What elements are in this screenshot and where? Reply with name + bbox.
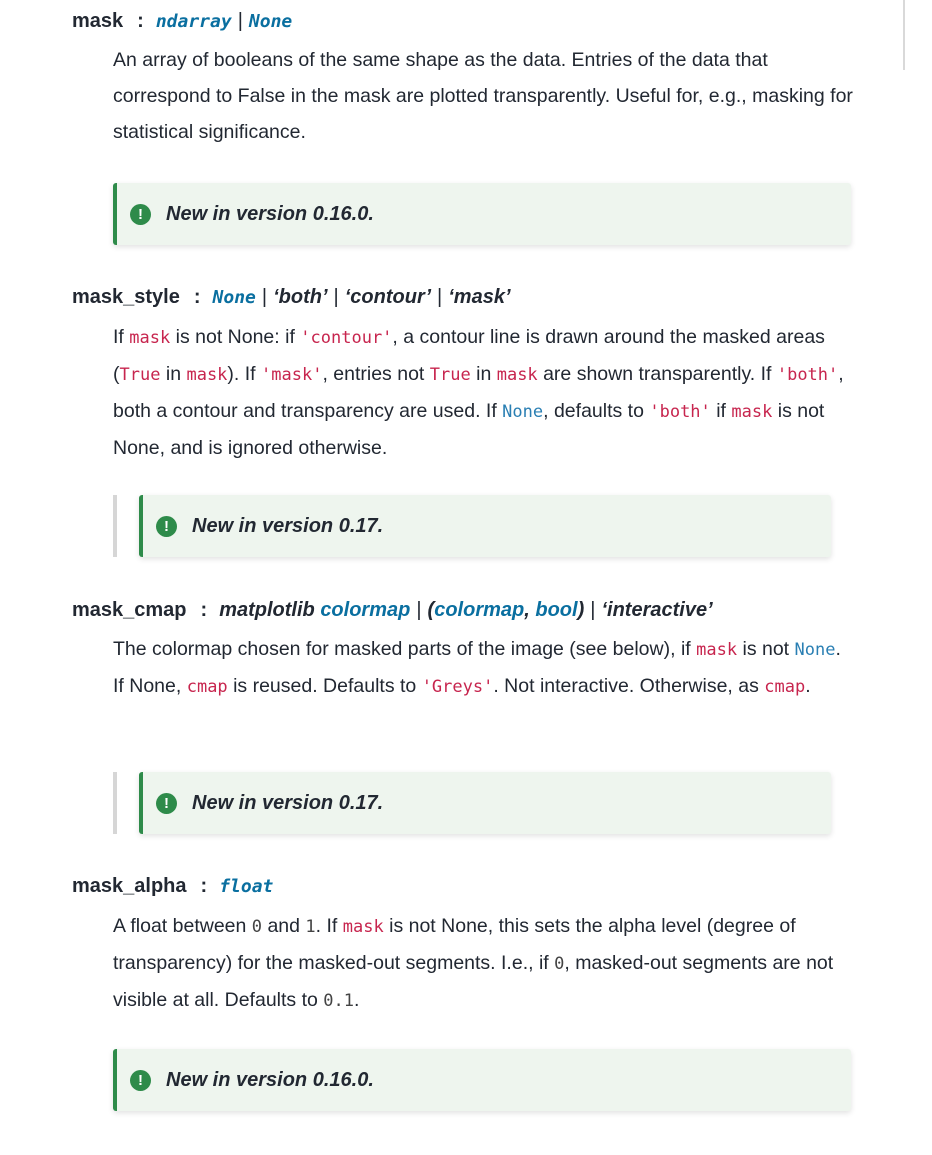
version-note-text: New in version 0.17. — [192, 791, 384, 814]
type-separator: | — [237, 10, 243, 32]
type-link[interactable]: colormap — [434, 599, 525, 621]
param-name: mask_alpha — [72, 875, 187, 897]
exclamation-icon: ! — [130, 204, 151, 225]
param-mask-term — [72, 8, 292, 35]
code-literal: mask — [696, 640, 738, 660]
code-literal: True — [429, 365, 471, 385]
type-link[interactable]: None — [212, 287, 256, 308]
param-mask-cmap-term — [72, 597, 713, 623]
code-literal: None — [502, 402, 544, 422]
type-separator: | — [333, 286, 339, 308]
code-literal: 1 — [305, 917, 316, 937]
param-mask-style-description: If mask is not None: if 'contour', a contour line is drawn around the masked areas (True in mask). If 'mask', entries not True in mask are shown transparently. If 'both', both a contour and transparency are used. If None, defaults to 'both' if mask is not None, and is ignored otherwise. — [113, 326, 844, 459]
code-literal: 'both' — [776, 365, 839, 385]
type-link[interactable]: bool — [535, 599, 578, 621]
code-literal: None — [794, 640, 836, 660]
code-literal: 'mask' — [261, 365, 323, 385]
code-literal: 'Greys' — [421, 677, 494, 697]
type-separator: | — [416, 599, 422, 621]
type-link[interactable]: colormap — [320, 599, 411, 621]
version-note-text: New in version 0.17. — [192, 514, 384, 537]
code-literal: mask — [129, 328, 171, 348]
type-separator: | — [590, 599, 596, 621]
version-note-text: New in version 0.16.0. — [166, 202, 374, 225]
param-mask-alpha-description: A float between 0 and 1. If mask is not None, this sets the alpha level (degree of transparency) for the masked-out segments. I.e., if 0, masked-out segments are not visible at all. Defaults to 0.1. — [113, 915, 834, 1011]
code-literal: 0.1 — [323, 991, 354, 1011]
sidebar-divider — [903, 0, 905, 70]
code-literal: mask — [342, 917, 384, 937]
param-name: mask_cmap — [72, 599, 187, 621]
blockquote-bar — [113, 495, 117, 557]
type-literal: ‘mask’ — [448, 286, 511, 308]
param-name: mask_style — [72, 286, 180, 308]
type-literal: ‘both’ — [273, 286, 328, 308]
param-mask-cmap-description: The colormap chosen for masked parts of the image (see below), if mask is not None. If None, cmap is reused. Defaults to 'Greys'. Not interactive. Otherwise, as cmap. — [113, 638, 841, 697]
code-literal: cmap — [186, 677, 228, 697]
type-separator: | — [261, 286, 268, 308]
type-link[interactable]: float — [219, 876, 274, 897]
type-paren: ) — [577, 599, 585, 621]
code-literal: 'both' — [649, 402, 711, 422]
param-name: mask — [72, 10, 124, 32]
type-literal: ‘contour’ — [344, 286, 432, 308]
version-note — [113, 183, 851, 245]
param-mask-description: An array of booleans of the same shape as the data. Entries of the data that correspond to False in the mask are plotted transparently. Useful for, e.g., masking for statistical significance. — [113, 49, 853, 143]
separator: : — [200, 875, 208, 897]
exclamation-icon: ! — [130, 1070, 151, 1091]
version-note — [139, 495, 831, 557]
code-literal: mask — [731, 402, 773, 422]
code-literal: 0 — [251, 917, 263, 937]
blockquote-bar — [113, 772, 117, 834]
code-literal: cmap — [764, 677, 806, 697]
type-literal: ‘interactive’ — [601, 599, 713, 621]
code-literal: mask — [186, 365, 228, 385]
type-separator: | — [437, 286, 443, 308]
code-literal: mask — [496, 365, 538, 385]
type-link[interactable]: None — [248, 11, 293, 32]
separator: : — [137, 10, 144, 32]
type-paren: ( — [427, 599, 435, 621]
version-note — [139, 772, 831, 834]
separator: : — [193, 286, 201, 308]
version-note — [113, 1049, 851, 1111]
param-mask-alpha-term — [72, 873, 273, 900]
type-text: matplotlib — [219, 599, 315, 621]
exclamation-icon: ! — [156, 793, 177, 814]
code-literal: 0 — [554, 954, 565, 974]
separator: : — [200, 599, 208, 621]
param-mask-style-term — [72, 284, 511, 311]
exclamation-icon: ! — [156, 516, 177, 537]
type-link[interactable]: ndarray — [155, 11, 232, 32]
version-note-text: New in version 0.16.0. — [166, 1068, 374, 1091]
code-literal: 'contour' — [300, 328, 393, 348]
code-literal: True — [119, 365, 161, 385]
type-comma: , — [524, 599, 530, 621]
